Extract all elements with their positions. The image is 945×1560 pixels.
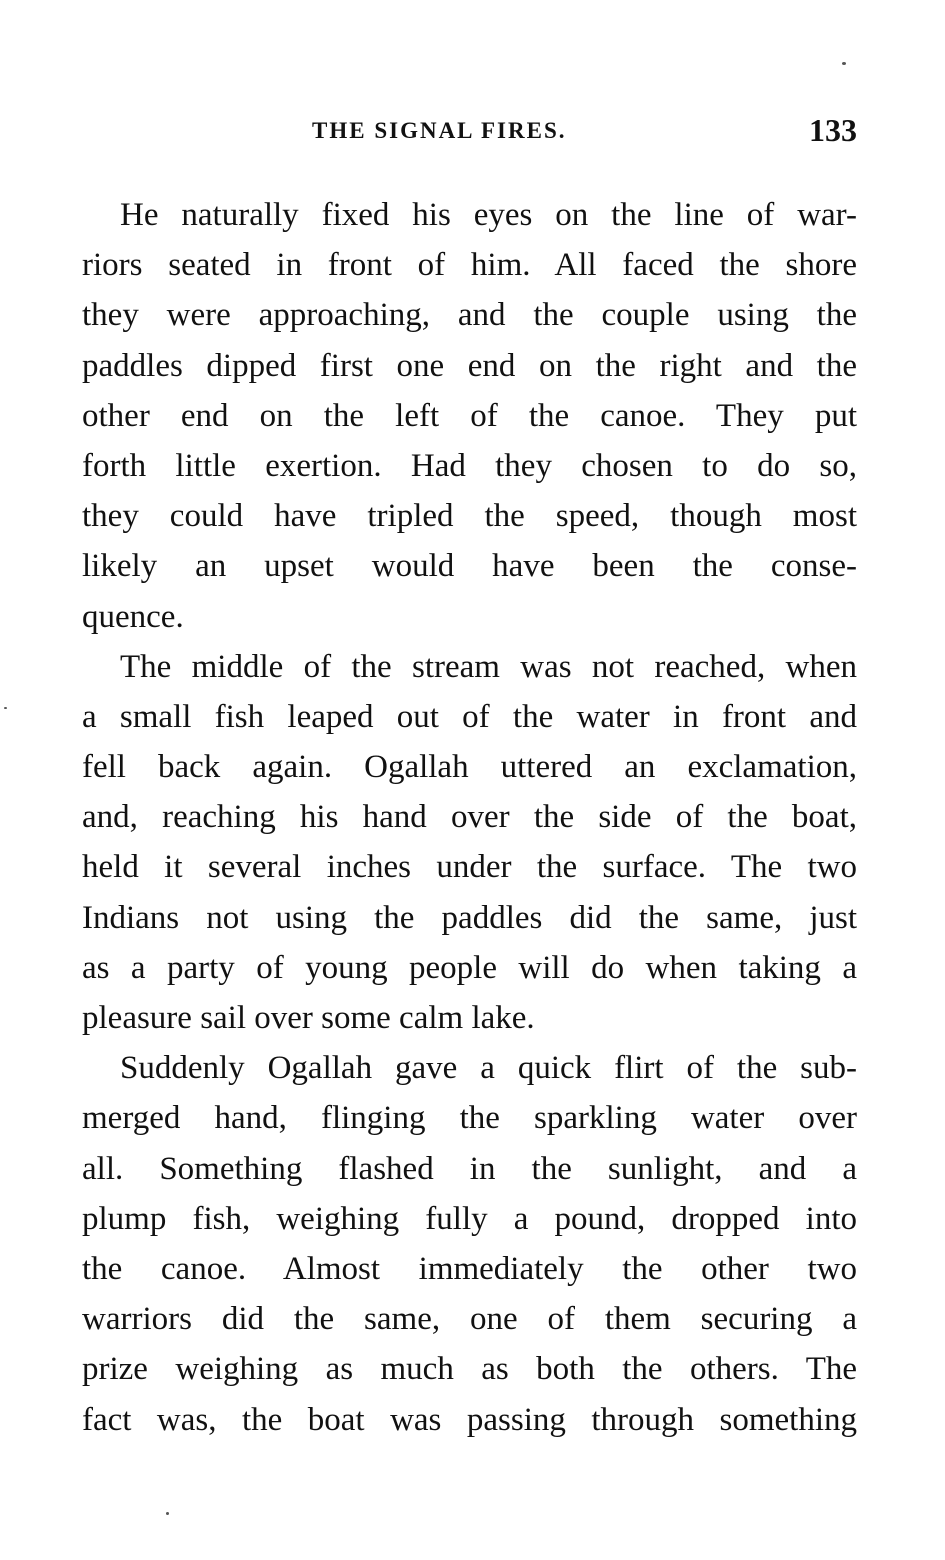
text-line: they were approaching, and the couple using the <box>82 297 857 334</box>
text-line: quence. <box>82 598 184 635</box>
text-line: held it several inches under the surface. The two <box>82 849 857 886</box>
text-line: The middle of the stream was not reached, when <box>120 648 857 685</box>
text-line: merged hand, flinging the sparkling water over <box>82 1100 857 1137</box>
text-line: Indians not using the paddles did the same, just <box>82 899 857 936</box>
text-line: fell back again. Ogallah uttered an exclamation, <box>82 749 857 786</box>
text-line: warriors did the same, one of them securing a <box>82 1301 857 1338</box>
text-line: pleasure sail over some calm lake. <box>82 1000 535 1036</box>
running-title: THE SIGNAL FIRES. <box>312 118 567 143</box>
ink-speck <box>4 707 7 709</box>
page-header <box>82 112 857 152</box>
text-line: riors seated in front of him. All faced the shore <box>82 247 857 284</box>
text-line: a small fish leaped out of the water in front and <box>82 698 857 735</box>
text-line: as a party of young people will do when taking a <box>82 949 857 986</box>
ink-speck <box>842 62 846 65</box>
text-line: He naturally fixed his eyes on the line of war- <box>120 197 857 233</box>
text-line: they could have tripled the speed, though most <box>82 498 857 535</box>
text-line: prize weighing as much as both the others. The <box>82 1351 857 1388</box>
text-line: paddles dipped first one end on the right and the <box>82 347 857 384</box>
page-number: 133 <box>809 112 857 148</box>
text-line: forth little exertion. Had they chosen to do so, <box>82 447 857 484</box>
text-line: all. Something flashed in the sunlight, and a <box>82 1150 857 1187</box>
text-line: and, reaching his hand over the side of the boat, <box>82 799 857 836</box>
ink-speck <box>166 1512 169 1515</box>
body-text <box>82 190 857 1445</box>
text-line: likely an upset would have been the conse- <box>82 548 857 585</box>
text-line: fact was, the boat was passing through something <box>82 1401 857 1438</box>
paragraph <box>82 1043 857 1445</box>
text-line: Suddenly Ogallah gave a quick flirt of the sub- <box>120 1050 857 1087</box>
text-line: the canoe. Almost immediately the other two <box>82 1250 857 1287</box>
paragraph <box>82 642 857 1044</box>
text-line: plump fish, weighing fully a pound, dropped into <box>82 1200 857 1237</box>
paragraph <box>82 190 857 642</box>
text-line: other end on the left of the canoe. They put <box>82 397 857 434</box>
